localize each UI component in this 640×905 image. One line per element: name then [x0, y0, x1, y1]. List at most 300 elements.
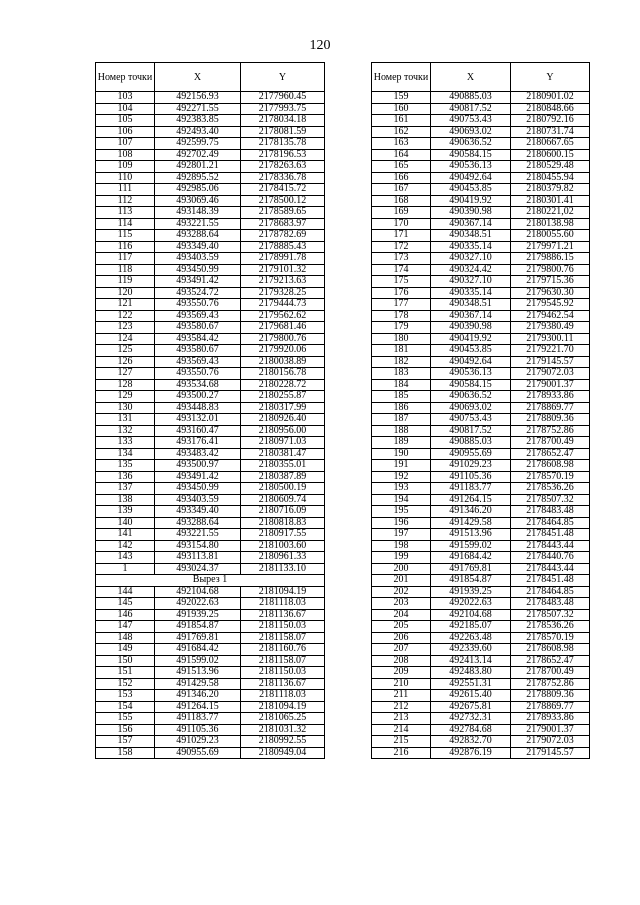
x-coordinate-cell: 492832.70 — [431, 736, 511, 748]
table-row — [96, 368, 325, 380]
point-number-cell: 130 — [96, 402, 155, 414]
table-row — [96, 437, 325, 449]
x-coordinate-cell: 493221.55 — [155, 218, 241, 230]
x-coordinate-cell: 491599.02 — [155, 655, 241, 667]
header-x: X — [155, 63, 241, 92]
x-coordinate-cell: 493534.68 — [155, 379, 241, 391]
y-coordinate-cell: 2180379.82 — [511, 184, 590, 196]
point-number-cell: 179 — [372, 322, 431, 334]
x-coordinate-cell: 492022.63 — [431, 598, 511, 610]
y-coordinate-cell: 2181094.19 — [241, 701, 325, 713]
table-row — [96, 736, 325, 748]
point-number-cell: 158 — [96, 747, 155, 759]
x-coordinate-cell: 490335.14 — [431, 287, 511, 299]
table-row — [372, 299, 590, 311]
x-coordinate-cell: 493024.37 — [155, 563, 241, 575]
table-row — [372, 92, 590, 104]
point-number-cell: 145 — [96, 598, 155, 610]
table-row — [96, 126, 325, 138]
table-body-left — [96, 92, 325, 759]
table-row — [372, 333, 590, 345]
point-number-cell: 166 — [372, 172, 431, 184]
table-row — [96, 253, 325, 265]
point-number-cell: 190 — [372, 448, 431, 460]
y-coordinate-cell: 2178869.77 — [511, 402, 590, 414]
x-coordinate-cell: 490324.42 — [431, 264, 511, 276]
point-number-cell: 201 — [372, 575, 431, 587]
y-coordinate-cell: 2179971.21 — [511, 241, 590, 253]
point-number-cell: 109 — [96, 161, 155, 173]
y-coordinate-cell: 2179221.70 — [511, 345, 590, 357]
x-coordinate-cell: 490636.52 — [431, 391, 511, 403]
point-number-cell: 112 — [96, 195, 155, 207]
x-coordinate-cell: 493491.42 — [155, 276, 241, 288]
table-row — [96, 448, 325, 460]
point-number-cell: 143 — [96, 552, 155, 564]
x-coordinate-cell: 492263.48 — [431, 632, 511, 644]
table-row — [96, 586, 325, 598]
y-coordinate-cell: 2178752.86 — [511, 678, 590, 690]
x-coordinate-cell: 490817.52 — [431, 425, 511, 437]
table-row — [96, 391, 325, 403]
table-row — [96, 172, 325, 184]
table-row — [96, 563, 325, 575]
point-number-cell: 125 — [96, 345, 155, 357]
table-row — [372, 264, 590, 276]
table-row — [96, 529, 325, 541]
point-number-cell: 195 — [372, 506, 431, 518]
x-coordinate-cell: 493448.83 — [155, 402, 241, 414]
y-coordinate-cell: 2180301.41 — [511, 195, 590, 207]
x-coordinate-cell: 493221.55 — [155, 529, 241, 541]
point-number-cell: 194 — [372, 494, 431, 506]
table-row — [96, 632, 325, 644]
y-coordinate-cell: 2178570.19 — [511, 632, 590, 644]
y-coordinate-cell: 2180255.87 — [241, 391, 325, 403]
table-row — [96, 115, 325, 127]
x-coordinate-cell: 491769.81 — [431, 563, 511, 575]
y-coordinate-cell: 2180731.74 — [511, 126, 590, 138]
x-coordinate-cell: 490536.13 — [431, 161, 511, 173]
table-row — [372, 701, 590, 713]
point-number-cell: 197 — [372, 529, 431, 541]
x-coordinate-cell: 492551.31 — [431, 678, 511, 690]
point-number-cell: 134 — [96, 448, 155, 460]
table-row — [96, 460, 325, 472]
point-number-cell: 208 — [372, 655, 431, 667]
x-coordinate-cell: 490419.92 — [431, 195, 511, 207]
x-coordinate-cell: 491769.81 — [155, 632, 241, 644]
x-coordinate-cell: 490693.02 — [431, 402, 511, 414]
table-row — [96, 333, 325, 345]
point-number-cell: 108 — [96, 149, 155, 161]
point-number-cell: 153 — [96, 690, 155, 702]
x-coordinate-cell: 492599.75 — [155, 138, 241, 150]
y-coordinate-cell: 2178451.48 — [511, 529, 590, 541]
x-coordinate-cell: 490885.03 — [431, 92, 511, 104]
point-number-cell: 187 — [372, 414, 431, 426]
table-row — [96, 322, 325, 334]
y-coordinate-cell: 2181118.03 — [241, 598, 325, 610]
point-number-cell: 144 — [96, 586, 155, 598]
table-row — [372, 184, 590, 196]
point-number-cell: 160 — [372, 103, 431, 115]
y-coordinate-cell: 2180926.40 — [241, 414, 325, 426]
x-coordinate-cell: 490453.85 — [431, 184, 511, 196]
point-number-cell: 104 — [96, 103, 155, 115]
y-coordinate-cell: 2178652.47 — [511, 448, 590, 460]
x-coordinate-cell: 493349.40 — [155, 506, 241, 518]
y-coordinate-cell: 2178608.98 — [511, 644, 590, 656]
point-number-cell: 209 — [372, 667, 431, 679]
table-header-row — [372, 63, 590, 92]
y-coordinate-cell: 2179444.73 — [241, 299, 325, 311]
y-coordinate-cell: 2178885.43 — [241, 241, 325, 253]
table-row — [96, 207, 325, 219]
y-coordinate-cell: 2180848.66 — [511, 103, 590, 115]
point-number-cell: 155 — [96, 713, 155, 725]
table-row — [372, 161, 590, 173]
y-coordinate-cell: 2180667.65 — [511, 138, 590, 150]
point-number-cell: 170 — [372, 218, 431, 230]
table-row — [372, 241, 590, 253]
y-coordinate-cell: 2180917.55 — [241, 529, 325, 541]
table-row — [96, 138, 325, 150]
x-coordinate-cell: 492985.06 — [155, 184, 241, 196]
x-coordinate-cell: 491513.96 — [431, 529, 511, 541]
table-row — [96, 299, 325, 311]
y-coordinate-cell: 2179300.11 — [511, 333, 590, 345]
y-coordinate-cell: 2180055.60 — [511, 230, 590, 242]
x-coordinate-cell: 491854.87 — [431, 575, 511, 587]
table-row — [96, 287, 325, 299]
y-coordinate-cell: 2178034.18 — [241, 115, 325, 127]
x-coordinate-cell: 492615.40 — [431, 690, 511, 702]
y-coordinate-cell: 2179681.46 — [241, 322, 325, 334]
point-number-cell: 162 — [372, 126, 431, 138]
table-row — [372, 149, 590, 161]
table-row — [372, 322, 590, 334]
point-number-cell: 169 — [372, 207, 431, 219]
x-coordinate-cell: 491939.25 — [431, 586, 511, 598]
x-coordinate-cell: 491346.20 — [431, 506, 511, 518]
y-coordinate-cell: 2178263.63 — [241, 161, 325, 173]
y-coordinate-cell: 2180971.03 — [241, 437, 325, 449]
y-coordinate-cell: 2178081.59 — [241, 126, 325, 138]
x-coordinate-cell: 492483.80 — [431, 667, 511, 679]
table-row — [96, 184, 325, 196]
section-row — [96, 575, 325, 587]
x-coordinate-cell: 491105.36 — [155, 724, 241, 736]
point-number-cell: 175 — [372, 276, 431, 288]
y-coordinate-cell: 2178135.78 — [241, 138, 325, 150]
point-number-cell: 117 — [96, 253, 155, 265]
point-number-cell: 188 — [372, 425, 431, 437]
point-number-cell: 182 — [372, 356, 431, 368]
header-y: Y — [511, 63, 590, 92]
point-number-cell: 202 — [372, 586, 431, 598]
x-coordinate-cell: 490367.14 — [431, 310, 511, 322]
x-coordinate-cell: 490753.43 — [431, 414, 511, 426]
point-number-cell: 203 — [372, 598, 431, 610]
table-row — [372, 552, 590, 564]
point-number-cell: 210 — [372, 678, 431, 690]
y-coordinate-cell: 2181065.25 — [241, 713, 325, 725]
y-coordinate-cell: 2180609.74 — [241, 494, 325, 506]
x-coordinate-cell: 492784.68 — [431, 724, 511, 736]
y-coordinate-cell: 2178683.97 — [241, 218, 325, 230]
x-coordinate-cell: 492493.40 — [155, 126, 241, 138]
point-number-cell: 147 — [96, 621, 155, 633]
y-coordinate-cell: 2179800.76 — [241, 333, 325, 345]
y-coordinate-cell: 2178443.44 — [511, 540, 590, 552]
y-coordinate-cell: 2181160.76 — [241, 644, 325, 656]
y-coordinate-cell: 2180455.94 — [511, 172, 590, 184]
x-coordinate-cell: 490492.64 — [431, 356, 511, 368]
x-coordinate-cell: 492022.63 — [155, 598, 241, 610]
table-row — [372, 483, 590, 495]
point-number-cell: 121 — [96, 299, 155, 311]
table-row — [96, 103, 325, 115]
header-point-number: Номер точки — [96, 63, 155, 92]
point-number-cell: 139 — [96, 506, 155, 518]
point-number-cell: 163 — [372, 138, 431, 150]
x-coordinate-cell: 491939.25 — [155, 609, 241, 621]
y-coordinate-cell: 2179800.76 — [511, 264, 590, 276]
point-number-cell: 151 — [96, 667, 155, 679]
x-coordinate-cell: 493550.76 — [155, 368, 241, 380]
y-coordinate-cell: 2180529.48 — [511, 161, 590, 173]
table-row — [96, 149, 325, 161]
table-row — [372, 517, 590, 529]
point-number-cell: 199 — [372, 552, 431, 564]
y-coordinate-cell: 2180221,02 — [511, 207, 590, 219]
table-row — [372, 379, 590, 391]
table-row — [96, 230, 325, 242]
point-number-cell: 136 — [96, 471, 155, 483]
x-coordinate-cell: 490390.98 — [431, 322, 511, 334]
x-coordinate-cell: 492732.31 — [431, 713, 511, 725]
x-coordinate-cell: 490367.14 — [431, 218, 511, 230]
table-row — [96, 195, 325, 207]
point-number-cell: 200 — [372, 563, 431, 575]
table-row — [96, 161, 325, 173]
point-number-cell: 161 — [372, 115, 431, 127]
point-number-cell: 103 — [96, 92, 155, 104]
y-coordinate-cell: 2178443.44 — [511, 563, 590, 575]
x-coordinate-cell: 492104.68 — [155, 586, 241, 598]
y-coordinate-cell: 2179001.37 — [511, 379, 590, 391]
x-coordinate-cell: 492876.19 — [431, 747, 511, 759]
y-coordinate-cell: 2178500.12 — [241, 195, 325, 207]
y-coordinate-cell: 2178809.36 — [511, 414, 590, 426]
table-row — [96, 598, 325, 610]
point-number-cell: 110 — [96, 172, 155, 184]
point-number-cell: 156 — [96, 724, 155, 736]
x-coordinate-cell: 490536.13 — [431, 368, 511, 380]
x-coordinate-cell: 493288.64 — [155, 230, 241, 242]
y-coordinate-cell: 2181003.60 — [241, 540, 325, 552]
y-coordinate-cell: 2180387.89 — [241, 471, 325, 483]
y-coordinate-cell: 2181150.03 — [241, 667, 325, 679]
point-number-cell: 176 — [372, 287, 431, 299]
x-coordinate-cell: 493113.81 — [155, 552, 241, 564]
y-coordinate-cell: 2178608.98 — [511, 460, 590, 472]
y-coordinate-cell: 2180901.02 — [511, 92, 590, 104]
y-coordinate-cell: 2181133.10 — [241, 563, 325, 575]
x-coordinate-cell: 493550.76 — [155, 299, 241, 311]
y-coordinate-cell: 2181136.67 — [241, 678, 325, 690]
point-number-cell: 198 — [372, 540, 431, 552]
y-coordinate-cell: 2177993.75 — [241, 103, 325, 115]
x-coordinate-cell: 491183.77 — [155, 713, 241, 725]
table-row — [372, 448, 590, 460]
y-coordinate-cell: 2178336.78 — [241, 172, 325, 184]
x-coordinate-cell: 493569.43 — [155, 356, 241, 368]
x-coordinate-cell: 490492.64 — [431, 172, 511, 184]
x-coordinate-cell: 493403.59 — [155, 494, 241, 506]
y-coordinate-cell: 2181158.07 — [241, 632, 325, 644]
point-number-cell: 196 — [372, 517, 431, 529]
y-coordinate-cell: 2180156.78 — [241, 368, 325, 380]
table-row — [96, 690, 325, 702]
x-coordinate-cell: 492339.60 — [431, 644, 511, 656]
x-coordinate-cell: 491684.42 — [431, 552, 511, 564]
point-number-cell: 126 — [96, 356, 155, 368]
x-coordinate-cell: 491183.77 — [431, 483, 511, 495]
point-number-cell: 128 — [96, 379, 155, 391]
table-row — [372, 494, 590, 506]
x-coordinate-cell: 490584.15 — [431, 149, 511, 161]
y-coordinate-cell: 2178507.32 — [511, 494, 590, 506]
point-number-cell: 211 — [372, 690, 431, 702]
table-row — [96, 425, 325, 437]
x-coordinate-cell: 491105.36 — [431, 471, 511, 483]
y-coordinate-cell: 2179145.57 — [511, 356, 590, 368]
point-number-cell: 164 — [372, 149, 431, 161]
y-coordinate-cell: 2180949.04 — [241, 747, 325, 759]
x-coordinate-cell: 490348.51 — [431, 299, 511, 311]
y-coordinate-cell: 2179072.03 — [511, 368, 590, 380]
table-row — [96, 678, 325, 690]
y-coordinate-cell: 2180038.89 — [241, 356, 325, 368]
table-row — [372, 276, 590, 288]
table-row — [96, 218, 325, 230]
point-number-cell: 152 — [96, 678, 155, 690]
point-number-cell: 1 — [96, 563, 155, 575]
table-row — [372, 230, 590, 242]
y-coordinate-cell: 2178570.19 — [511, 471, 590, 483]
table-row — [96, 276, 325, 288]
point-number-cell: 167 — [372, 184, 431, 196]
header-point-number: Номер точки — [372, 63, 431, 92]
point-number-cell: 181 — [372, 345, 431, 357]
point-number-cell: 118 — [96, 264, 155, 276]
table-row — [96, 494, 325, 506]
y-coordinate-cell: 2179380.49 — [511, 322, 590, 334]
x-coordinate-cell: 490453.85 — [431, 345, 511, 357]
x-coordinate-cell: 493349.40 — [155, 241, 241, 253]
x-coordinate-cell: 491029.23 — [431, 460, 511, 472]
x-coordinate-cell: 493160.47 — [155, 425, 241, 437]
table-row — [372, 678, 590, 690]
point-number-cell: 205 — [372, 621, 431, 633]
y-coordinate-cell: 2179145.57 — [511, 747, 590, 759]
point-number-cell: 140 — [96, 517, 155, 529]
point-number-cell: 120 — [96, 287, 155, 299]
x-coordinate-cell: 492801.21 — [155, 161, 241, 173]
y-coordinate-cell: 2180228.72 — [241, 379, 325, 391]
y-coordinate-cell: 2180381.47 — [241, 448, 325, 460]
x-coordinate-cell: 492383.85 — [155, 115, 241, 127]
y-coordinate-cell: 2180992.55 — [241, 736, 325, 748]
y-coordinate-cell: 2178415.72 — [241, 184, 325, 196]
point-number-cell: 129 — [96, 391, 155, 403]
point-number-cell: 142 — [96, 540, 155, 552]
table-row — [96, 310, 325, 322]
y-coordinate-cell: 2177960.45 — [241, 92, 325, 104]
x-coordinate-cell: 493148.39 — [155, 207, 241, 219]
table-row — [372, 563, 590, 575]
point-number-cell: 133 — [96, 437, 155, 449]
x-coordinate-cell: 492702.49 — [155, 149, 241, 161]
point-number-cell: 141 — [96, 529, 155, 541]
point-number-cell: 213 — [372, 713, 431, 725]
table-row — [96, 701, 325, 713]
table-row — [372, 253, 590, 265]
y-coordinate-cell: 2179545.92 — [511, 299, 590, 311]
y-coordinate-cell: 2178196.53 — [241, 149, 325, 161]
x-coordinate-cell: 493569.43 — [155, 310, 241, 322]
point-number-cell: 168 — [372, 195, 431, 207]
table-row — [372, 437, 590, 449]
y-coordinate-cell: 2178440.76 — [511, 552, 590, 564]
point-number-cell: 185 — [372, 391, 431, 403]
point-number-cell: 157 — [96, 736, 155, 748]
coordinates-table-left — [95, 62, 325, 759]
y-coordinate-cell: 2178536.26 — [511, 621, 590, 633]
point-number-cell: 111 — [96, 184, 155, 196]
y-coordinate-cell: 2181031.32 — [241, 724, 325, 736]
table-row — [372, 724, 590, 736]
y-coordinate-cell: 2180317.99 — [241, 402, 325, 414]
y-coordinate-cell: 2180355.01 — [241, 460, 325, 472]
x-coordinate-cell: 493288.64 — [155, 517, 241, 529]
x-coordinate-cell: 493500.27 — [155, 391, 241, 403]
x-coordinate-cell: 490693.02 — [431, 126, 511, 138]
point-number-cell: 186 — [372, 402, 431, 414]
point-number-cell: 119 — [96, 276, 155, 288]
table-row — [96, 552, 325, 564]
page-number: 120 — [309, 38, 331, 53]
x-coordinate-cell: 493450.99 — [155, 483, 241, 495]
x-coordinate-cell: 490955.69 — [155, 747, 241, 759]
table-row — [372, 667, 590, 679]
table-row — [372, 747, 590, 759]
point-number-cell: 214 — [372, 724, 431, 736]
point-number-cell: 174 — [372, 264, 431, 276]
x-coordinate-cell: 491346.20 — [155, 690, 241, 702]
point-number-cell: 116 — [96, 241, 155, 253]
table-row — [372, 609, 590, 621]
y-coordinate-cell: 2180716.09 — [241, 506, 325, 518]
x-coordinate-cell: 491429.58 — [155, 678, 241, 690]
x-coordinate-cell: 490348.51 — [431, 230, 511, 242]
y-coordinate-cell: 2178483.48 — [511, 506, 590, 518]
point-number-cell: 149 — [96, 644, 155, 656]
table-row — [96, 264, 325, 276]
x-coordinate-cell: 492104.68 — [431, 609, 511, 621]
